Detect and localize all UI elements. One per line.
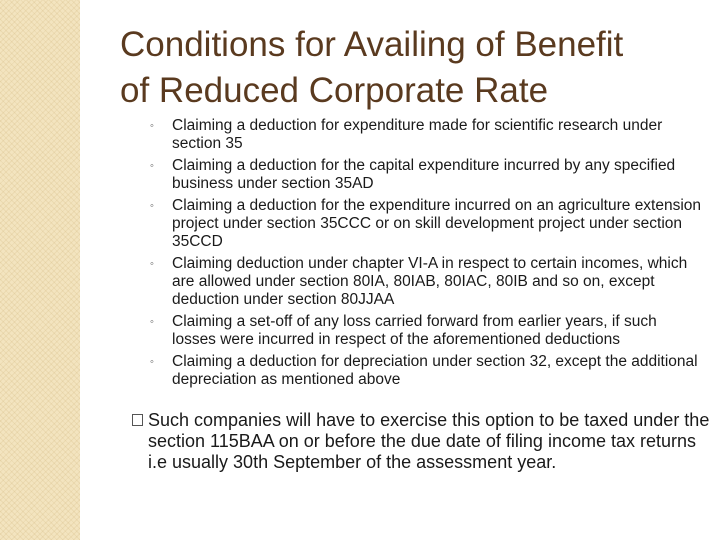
list-item-text: Claiming deduction under chapter VI-A in respect to certain incomes, which are allowed under section 80IA, 80IAB, 80IAC, 80IB and so on, except deduction under section 80JJAA: [172, 255, 688, 308]
list-item: [150, 157, 702, 193]
main-bullet-item: [132, 410, 720, 473]
square-bullet-icon: [132, 414, 143, 426]
title-line-1: Conditions for Availing of Benefit: [120, 25, 624, 64]
title-line-2: of Reduced Corporate Rate: [120, 71, 549, 110]
list-item-text: Claiming a deduction for expenditure made for scientific research under section 35: [172, 117, 663, 152]
list-item: [150, 255, 702, 309]
decorative-sidebar: [0, 0, 80, 540]
list-item-text: Claiming a set-off of any loss carried forward from earlier years, if such losses were incurred in respect of the aforementioned deductions: [172, 313, 657, 348]
list-item: [150, 117, 702, 153]
bullet-icon: ◦: [150, 160, 154, 172]
condition-list: [150, 117, 702, 393]
slide-title: [120, 22, 710, 114]
bullet-icon: ◦: [150, 316, 154, 328]
bullet-icon: ◦: [150, 120, 154, 132]
bullet-icon: ◦: [150, 258, 154, 270]
bullet-icon: ◦: [150, 200, 154, 212]
list-item-text: Claiming a deduction for the expenditure incurred on an agriculture extension project under section 35CCC or on skill development project under section 35CCD: [172, 197, 702, 250]
main-bullet-text: Such companies will have to exercise this option to be taxed under the section 115BAA on or before the due date of filing income tax returns i.e usually 30th September of the assessment year.: [148, 410, 710, 472]
list-item: [150, 197, 702, 251]
list-item-text: Claiming a deduction for depreciation under section 32, except the additional depreciation as mentioned above: [172, 353, 698, 388]
bullet-icon: ◦: [150, 356, 154, 368]
list-item-text: Claiming a deduction for the capital expenditure incurred by any specified business under section 35AD: [172, 157, 676, 192]
list-item: [150, 313, 702, 349]
list-item: [150, 353, 702, 389]
